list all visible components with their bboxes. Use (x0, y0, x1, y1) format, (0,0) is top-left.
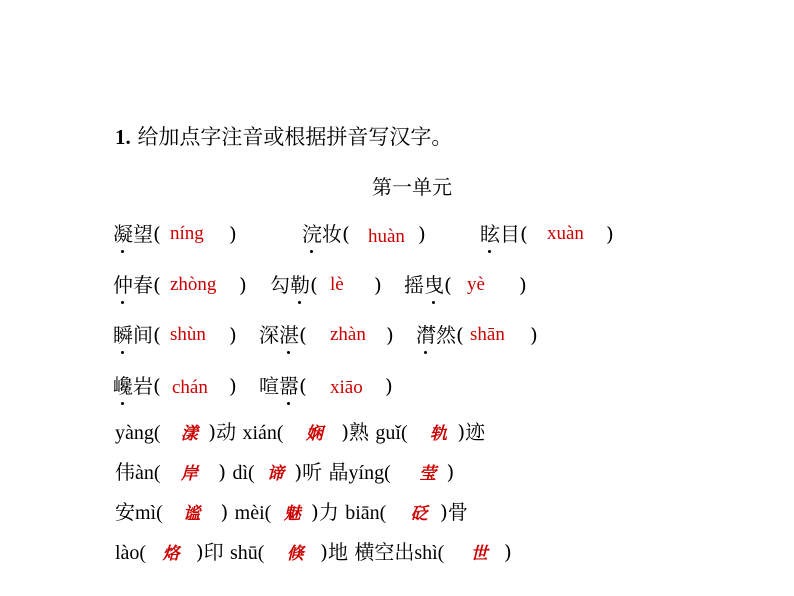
emphasis-dot (121, 402, 124, 405)
question-text: 给加点字注音或根据拼音写汉字。 (137, 125, 453, 149)
unit-title: 第一单元 (372, 175, 452, 199)
word-prefix: 横空出 (354, 540, 415, 564)
pinyin-prompt: àn( (135, 462, 161, 484)
handwritten-answer: 娴 (305, 424, 323, 444)
word-yaoye: 摇曳( (404, 273, 452, 297)
pinyin-answer: chán (172, 377, 208, 398)
pinyin-line-4 (115, 542, 512, 563)
close-paren: ) (229, 374, 237, 398)
close-paren: ) (504, 540, 512, 564)
word-suffix: )听 (294, 460, 323, 484)
emphasis-dot (121, 250, 124, 253)
word-suffix: )骨 (440, 500, 468, 524)
word-prefix: 晶 (328, 460, 349, 484)
pinyin-prompt: mì( (135, 502, 163, 524)
close-paren: ) (606, 222, 614, 246)
handwritten-answer: 漾 (180, 424, 198, 444)
pinyin-answer: zhàn (330, 324, 366, 345)
pinyin-answer: níng (170, 223, 204, 244)
word-ningwang: 凝望( (113, 222, 161, 246)
word-suffix: )地 (320, 540, 348, 564)
close-paren: ) (374, 273, 382, 297)
close-paren: ) (418, 222, 426, 246)
pinyin-prompt: mèi( (234, 502, 272, 524)
close-paren: ) (220, 500, 229, 524)
question-prompt (115, 127, 452, 148)
pinyin-prompt: biān( (345, 502, 387, 524)
question-separator: . (125, 125, 131, 149)
handwritten-answer: 轨 (430, 424, 447, 444)
pinyin-answer: zhòng (170, 274, 217, 295)
emphasis-dot (287, 351, 290, 354)
close-paren: ) (446, 460, 455, 484)
pinyin-answer: shān (470, 324, 505, 345)
close-paren: ) (386, 323, 394, 347)
close-paren: ) (229, 323, 237, 347)
close-paren: ) (519, 273, 527, 297)
close-paren: ) (229, 222, 237, 246)
pinyin-prompt: dì( (232, 462, 255, 484)
pinyin-answer: huàn (368, 226, 405, 247)
word-xuanmu: 眩目( (480, 222, 528, 246)
handwritten-answer: 魅 (283, 504, 301, 524)
handwritten-answer: 烙 (162, 544, 180, 564)
emphasis-dot (488, 250, 491, 253)
pinyin-prompt: guǐ( (375, 422, 408, 444)
handwritten-answer: 莹 (419, 464, 437, 484)
pinyin-answer: yè (467, 274, 485, 295)
handwritten-answer: 岸 (180, 464, 198, 484)
word-shanran: 潸然( (416, 323, 464, 347)
pinyin-prompt: yàng( (115, 422, 161, 444)
word-suffix: )迹 (457, 420, 486, 444)
handwritten-answer: 谧 (183, 504, 201, 524)
pinyin-prompt: shū( (229, 542, 265, 564)
handwritten-answer: 世 (470, 544, 488, 564)
pinyin-prompt: shì( (414, 542, 445, 564)
close-paren: ) (530, 323, 538, 347)
emphasis-dot (424, 351, 427, 354)
word-prefix: 伟 (115, 460, 135, 484)
pinyin-prompt: xián( (242, 422, 284, 444)
emphasis-dot (298, 301, 301, 304)
close-paren: ) (239, 273, 247, 297)
question-number: 1 (115, 125, 126, 149)
word-goule: 勾勒( (270, 273, 318, 297)
close-paren: ) (385, 374, 393, 398)
word-shunjian: 瞬间( (113, 323, 161, 347)
pinyin-prompt: yíng( (348, 462, 391, 484)
handwritten-answer: 砭 (410, 504, 428, 524)
word-prefix: 安 (115, 500, 135, 524)
pinyin-prompt: lào( (115, 542, 147, 564)
word-suffix: )印 (195, 540, 224, 564)
emphasis-dot (310, 250, 313, 253)
pinyin-answer: xuàn (547, 223, 584, 244)
emphasis-dot (287, 402, 290, 405)
word-suffix: )力 (311, 500, 339, 524)
pinyin-line-3 (115, 502, 468, 523)
word-shenzhan: 深湛( (259, 323, 307, 347)
pinyin-answer: xiāo (330, 377, 363, 398)
word-chanyan: 巉岩( (113, 374, 161, 398)
pinyin-line-2 (115, 462, 454, 483)
emphasis-dot (121, 351, 124, 354)
emphasis-dot (121, 301, 124, 304)
word-suffix: )动 (208, 420, 237, 444)
word-zhongchun: 仲春( (113, 273, 161, 297)
word-xuanxiao: 喧嚣( (259, 374, 307, 398)
close-paren: ) (218, 460, 227, 484)
word-huanzhuang: 浣妆( (302, 222, 350, 246)
handwritten-answer: 谛 (267, 464, 285, 484)
pinyin-answer: lè (330, 274, 344, 295)
pinyin-answer: shùn (170, 324, 206, 345)
pinyin-line-1 (115, 422, 485, 443)
word-suffix: )熟 (341, 420, 370, 444)
emphasis-dot (432, 301, 435, 304)
handwritten-answer: 倏 (286, 544, 304, 564)
